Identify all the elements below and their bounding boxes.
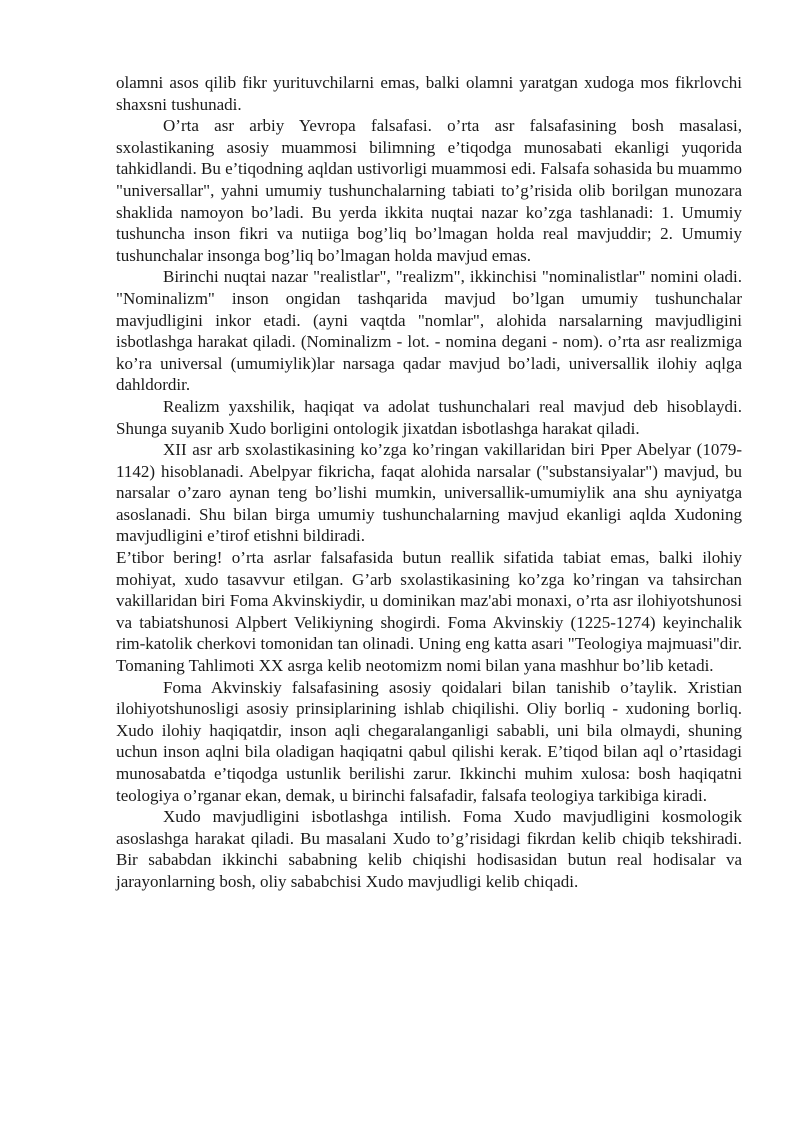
paragraph: O’rta asr arbiy Yevropa falsafasi. o’rta asr falsafasining bosh masalasi, sxolastikaning asosiy muammosi bilimning e’tiqodga munosabati ekanligi yuqorida tahkidlandi. Bu e’tiqodning aqldan ustivorligi muammosi edi. Falsafa sohasida bu muammo "universallar", yahni umumiy tushunchalarning tabiati to’g’risida olib borilgan munozara shaklida namoyon bo’ladi. Bu yerda ikkita nuqtai nazar ko’zga tashlanadi: 1. Umumiy tushuncha inson fikri va nutiiga bog’liq bo’lmagan holda real mavjuddir; 2. Umumiy tushunchalar insonga bog’liq bo’lmagan holda mavjud emas. (116, 116, 742, 265)
paragraph: Xudo mavjudligini isbotlashga intilish. Foma Xudo mavjudligini kosmologik asoslashga harakat qiladi. Bu masalani Xudo to’g’risidagi fikrdan kelib chiqib tekshiradi. Bir sababdan ikkinchi sababning kelib chiqishi hodisasidan butun real hodisalar va jarayonlarning bosh, oliy sababchisi Xudo mavjudligi kelib chiqadi. (116, 807, 742, 891)
paragraph: Realizm yaxshilik, haqiqat va adolat tushunchalari real mavjud deb hisoblaydi. Shunga suyanib Xudo borligini ontologik jixatdan isbotlashga harakat qiladi. (116, 396, 742, 438)
paragraph: XII asr arb sxolastikasining ko’zga ko’ringan vakillaridan biri Pper Abelyar (1079-1142) hisoblanadi. Abelpyar fikricha, faqat alohida narsalar ("substansiyalar") mavjud, bu narsalar o’zaro aynan teng bo’lishi mumkin, universallik-umumiylik ana shu ayniyatga asoslanadi. Shu bilan birga umumiy tushunchalarning mavjud ekanligi aqlda Xudoning mavjudligini e’tirof etishni bildiradi. (116, 440, 742, 546)
paragraph: Birinchi nuqtai nazar "realistlar", "realizm", ikkinchisi "nominalistlar" nomini oladi. "Nominalizm" inson ongidan tashqarida mavjud bo’lgan umumiy tushunchalar mavjudligini inkor etadi. (ayni vaqtda "nomlar", alohida narsalarning mavjudligini isbotlashga harakat qiladi. (Nominalizm - lot. - nomina degani - nom). o’rta asr realizmiga ko’ra universal (umumiylik)lar narsaga qadar mavjud bo’ladi, universallik ilohiy aqlga dahldordir. (116, 267, 742, 395)
paragraph: olamni asos qilib fikr yurituvchilarni emas, balki olamni yaratgan xudoga mos fikrlovchi shaxsni tushunadi. (116, 73, 742, 114)
paragraph: Foma Akvinskiy falsafasining asosiy qoidalari bilan tanishib o’taylik. Xristian ilohiyotshunosligi asosiy prinsiplarining ishlab chiqilishi. Oliy borliq - xudoning borliq. Xudo ilohiy haqiqatdir, inson aqli chegaralanganligi sababli, uni bila olmaydi, shuning uchun inson aqlni bila oladigan haqiqatni qabul qilishi kerak. E’tiqod bilan aql o’rtasidagi munosabatda e’tiqodga ustunlik berilishi zarur. Ikkinchi muhim xulosa: bosh haqiqatni teologiya o’rganar ekan, demak, u birinchi falsafadir, falsafa teologiya tarkibiga kiradi. (116, 677, 742, 805)
paragraph: E’tibor bering! o’rta asrlar falsafasida butun reallik sifatida tabiat emas, balki ilohiy mohiyat, xudo tasavvur etilgan. G’arb sxolastikasining ko’zga ko’ringan va tahsirchan vakillaridan biri Foma Akvinskiydir, u dominikan maz'abi monaxi, o’rta asr ilohiyotshunosi va tabiatshunosi Alpbert Velikiyning shogirdi. Foma Akvinskiy (1225-1274) keyinchalik rim-katolik cherkovi tomonidan tan olinadi. Uning eng katta asari "Teologiya majmuasi"dir. Tomaning Tahlimoti XX asrga kelib neotomizm nomi bilan yana mashhur bo’lib ketadi. (116, 548, 742, 676)
document-page (116, 72, 742, 893)
